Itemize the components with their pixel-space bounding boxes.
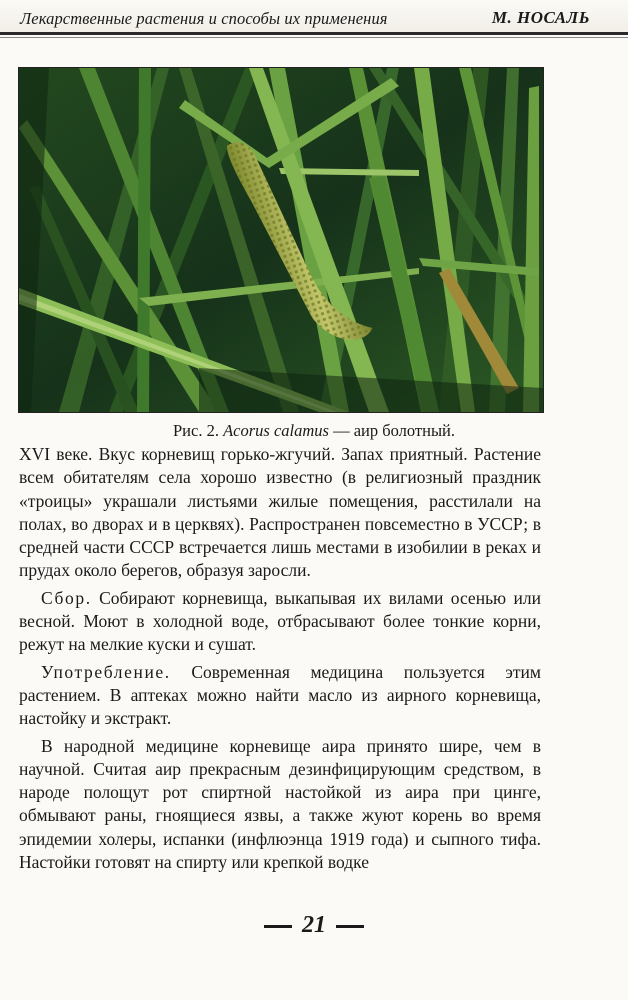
book-title: Лекарственные растения и способы их применения	[20, 9, 388, 28]
body-text	[19, 443, 541, 874]
paragraph-collection	[19, 587, 541, 657]
paragraph-folk-medicine	[19, 735, 541, 875]
paragraph-collection-text: Собирают корневища, выкапывая их вилами осенью или весной. Моют в холодной воде, отбрасывают более тонкие корни, режут на мелкие куски и сушат.	[19, 587, 541, 655]
caption-suffix: — аир болотный.	[328, 421, 456, 440]
header-rule	[0, 32, 628, 35]
running-header	[0, 0, 628, 34]
section-heading-usage: Употребление.	[41, 661, 171, 682]
paragraph-folk-medicine-text: В народной медицине корневище аира принято шире, чем в научной. Считая аир прекрасным дезинфицирующим средством, в народе полощут рот спиртной настойкой из аира при цинге, обмывают раны, гноящиеся язвы, а также жуют корень во время эпидемии холеры, испанки (инфлюэнца 1919 года) и сыпного тифа. Настойки готовят на спирту или крепкой водке	[19, 735, 541, 873]
plant-photo	[18, 67, 544, 413]
sweet-flag-photo-illustration	[19, 68, 543, 412]
caption-prefix: Рис. 2.	[172, 421, 224, 440]
book-author: М. НОСАЛЬ	[491, 8, 590, 27]
figure-caption	[0, 421, 628, 441]
paragraph-1	[19, 443, 541, 583]
paragraph-usage-text: Современная медицина пользуется этим растением. В аптеках можно найти масло из аирного корневища, настойку и экстракт.	[19, 661, 541, 729]
page-number-dash-right	[336, 925, 364, 928]
page-number-value: 21	[302, 912, 326, 938]
page-number-dash-left	[264, 925, 292, 928]
section-heading-collection: Сбор.	[41, 587, 92, 608]
caption-latin-name: Acorus calamus	[223, 421, 329, 440]
header-rule-thin	[0, 37, 628, 38]
paragraph-1-text: XVI веке. Вкус корневищ горько-жгучий. Запах приятный. Растение всем обитателям села хорошо известно (в религиозный праздник «троицы» украшали листьями жилые помещения, расстилали на полах, во дворах и в церквях). Распространен повсеместно в УССР; в средней части СССР встречается лишь местами в изобилии в реках и прудах около берегов, образуя заросли.	[19, 444, 541, 581]
page-number	[0, 912, 628, 939]
paragraph-usage	[19, 661, 541, 731]
